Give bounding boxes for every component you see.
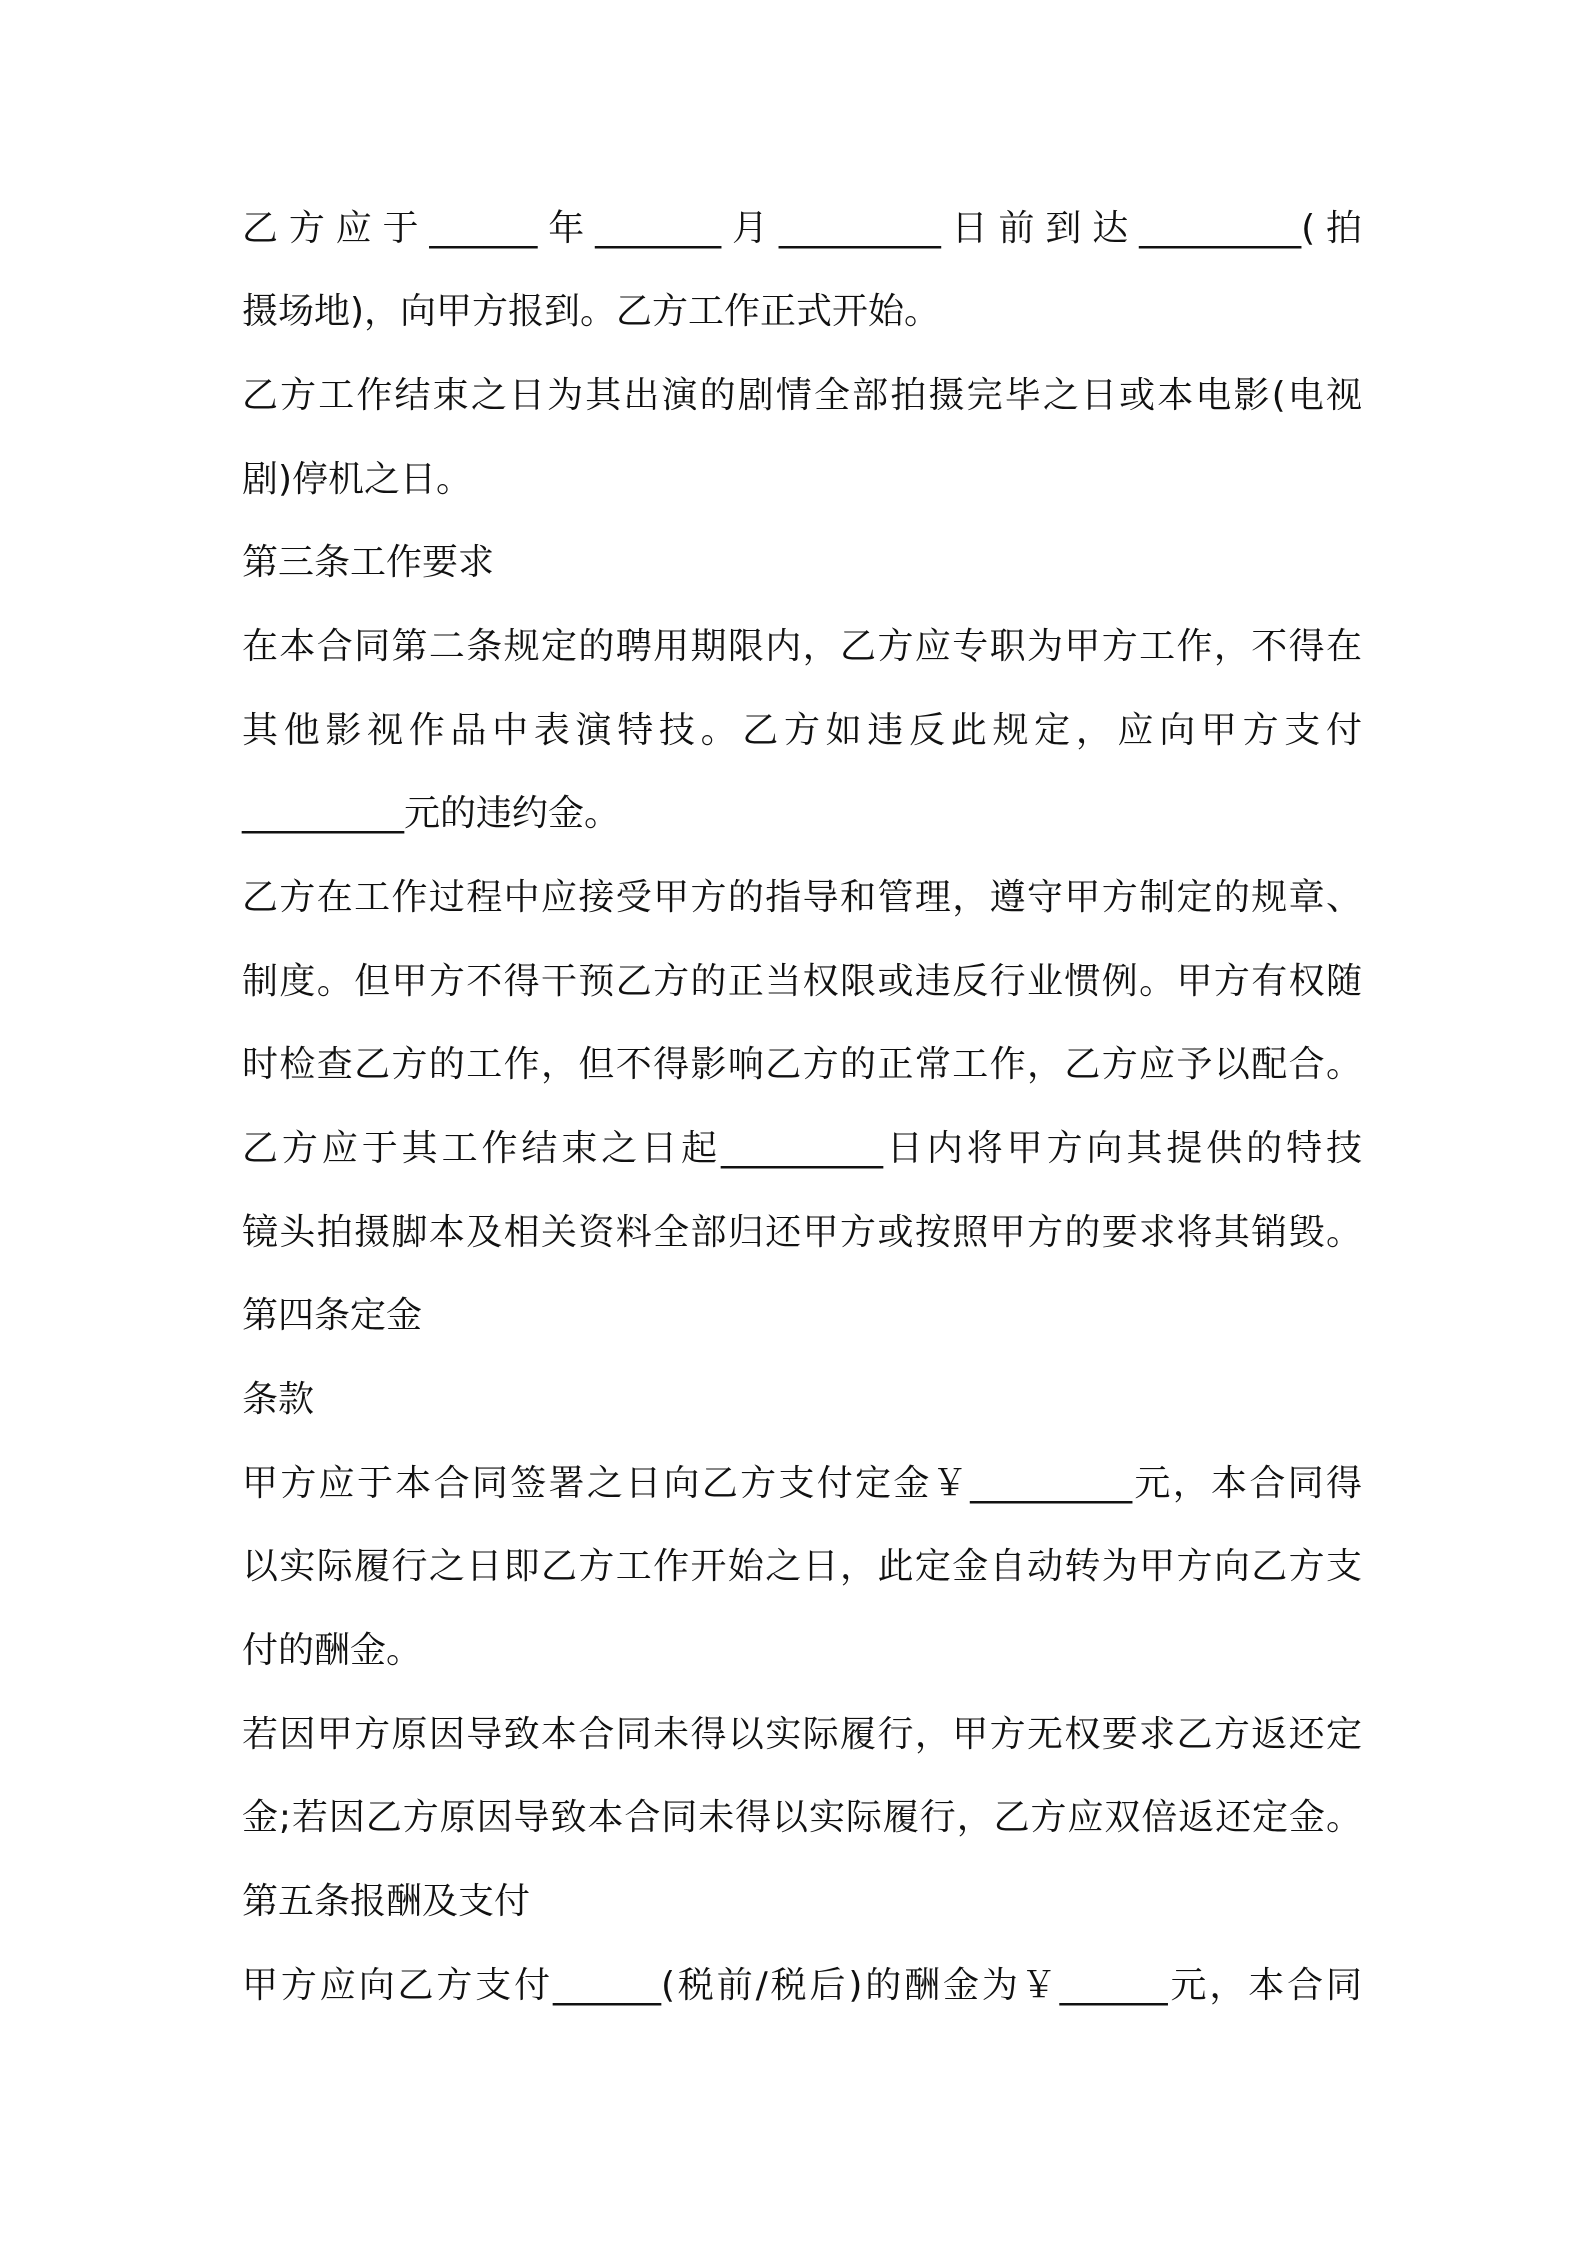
text-line: 以实际履行之日即乙方工作开始之日，此定金自动转为甲方向乙方支 — [242, 1546, 1362, 1587]
text-line: 金;若因乙方原因导致本合同未得以实际履行，乙方应双倍返还定金。 — [242, 1797, 1362, 1838]
text-line: 条款 — [242, 1379, 315, 1420]
text-line: 乙方应于______年_______月_________日前到达_________(拍 — [242, 208, 1362, 249]
text-line: 在本合同第二条规定的聘用期限内，乙方应专职为甲方工作，不得在 — [242, 626, 1362, 667]
text-line: 付的酬金。 — [242, 1630, 423, 1671]
section-heading: 第五条报酬及支付 — [242, 1881, 531, 1922]
text-line: 镜头拍摄脚本及相关资料全部归还甲方或按照甲方的要求将其销毁。 — [242, 1212, 1362, 1253]
text-line: 甲方应向乙方支付______(税前/税后)的酬金为￥______元，本合同 — [242, 1965, 1362, 2006]
text-line: _________元的违约金。 — [242, 793, 621, 834]
text-line: 剧)停机之日。 — [242, 459, 473, 500]
text-line: 乙方应于其工作结束之日起_________日内将甲方向其提供的特技 — [242, 1128, 1362, 1169]
text-line: 制度。但甲方不得干预乙方的正当权限或违反行业惯例。甲方有权随 — [242, 961, 1362, 1002]
text-line: 乙方工作结束之日为其出演的剧情全部拍摄完毕之日或本电影(电视 — [242, 375, 1362, 416]
section-heading: 第四条定金 — [242, 1295, 423, 1336]
text-line: 若因甲方原因导致本合同未得以实际履行，甲方无权要求乙方返还定 — [242, 1714, 1362, 1755]
section-heading: 第三条工作要求 — [242, 542, 495, 583]
text-line: 乙方在工作过程中应接受甲方的指导和管理，遵守甲方制定的规章、 — [242, 877, 1362, 918]
text-line: 时检查乙方的工作，但不得影响乙方的正常工作，乙方应予以配合。 — [242, 1044, 1362, 1085]
text-line: 甲方应于本合同签署之日向乙方支付定金￥_________元，本合同得 — [242, 1463, 1362, 1504]
text-line: 其他影视作品中表演特技。乙方如违反此规定，应向甲方支付 — [242, 710, 1362, 751]
text-line: 摄场地)，向甲方报到。乙方工作正式开始。 — [242, 291, 941, 332]
